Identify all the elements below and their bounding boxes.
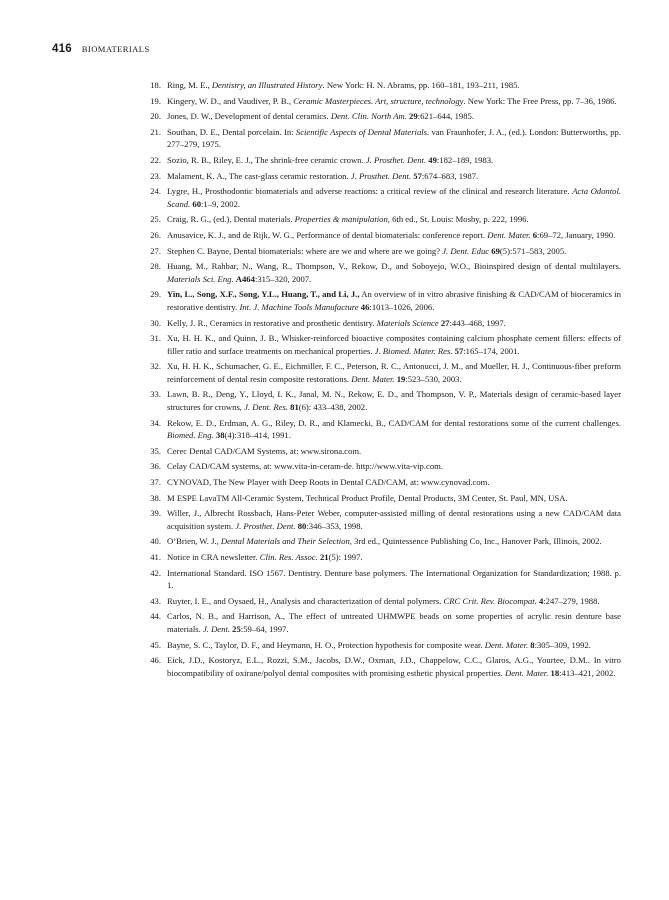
reference-source: Biomed. Eng. [167, 430, 214, 441]
reference-volume: 57 [413, 170, 422, 181]
reference-text: O’Brien, W. J., [167, 536, 221, 547]
reference-text: van Fraunhofer, J. A., (ed.). London: Butterworths, pp. 277–279, 1975. [167, 126, 621, 150]
reference-item [141, 417, 621, 442]
reference-item [141, 507, 621, 532]
reference-number: 32 . [141, 360, 161, 373]
reference-text: Lygre, H., Prosthodontic biomaterials and adverse reactions: a critical review of the clinical and research literature. [167, 186, 573, 197]
reference-item [141, 535, 621, 548]
reference-text: Willer, J., Albrecht Rossbach, Hans-Peter Weber, computer-assisted milling of dental restorations using a new CAD/CAM data acquisition system. [167, 508, 621, 531]
reference-item [141, 213, 621, 226]
reference-source: Dentistry, an Illustrated History [211, 80, 323, 90]
reference-item [141, 460, 621, 473]
reference-source: J. Prosthet. Dent. [350, 170, 412, 181]
reference-number: 26 . [141, 229, 161, 242]
reference-number: 20 . [141, 110, 161, 123]
reference-text: :59–64, 1997. [240, 623, 289, 634]
reference-text: Southan, D. E., Dental porcelain. In: [167, 126, 296, 137]
reference-number: 44 . [141, 610, 161, 623]
reference-text: :443–468, 1997. [449, 317, 506, 328]
reference-text: Xu, H. H. K., and Quinn, J. B., Whisker-reinforced bioactive composites containing calcium phosphate cement fillers: effects of filler ratio and surface treatments on mechanical properties. [167, 333, 621, 356]
reference-source: Properties & manipulation, [294, 214, 390, 225]
reference-text: Celay CAD/CAM systems, at: www.vita-in-ceram-de. http://www.vita-vip.com. [167, 461, 444, 472]
reference-item [141, 245, 621, 258]
reference-item [141, 388, 621, 413]
reference-number: 37 . [141, 476, 161, 489]
reference-volume: 80 [297, 520, 307, 531]
reference-item [141, 476, 621, 489]
reference-text: Eick, J.D., Kostoryz, E.L., Rozzi, S.M., Jacobs, D.W., Oxman, J.D., Chappelow, C.C., Glaros, A.G., Yourtee, D.M.. In vitro biocompatibility of oxirane/polyol dental composites with promising esthetic physical properties. [167, 655, 621, 678]
reference-text: :69–72, January, 1990. [537, 229, 616, 240]
reference-source: Dent. Mater. [351, 373, 395, 384]
reference-item [141, 639, 621, 652]
reference-text: :315–320, 2007. [254, 273, 312, 284]
reference-number: 19 . [141, 95, 161, 108]
reference-text: Rekow, E. D., Erdman, A. G., Riley, D. R., and Klamecki, B., CAD/CAM for dental restorations some of the current challenges. [167, 417, 621, 428]
reference-text: (5): 1997. [328, 552, 363, 562]
reference-volume: Yin, L., Song, X.F., Song, Y.L., Huang, T., and Li, J., [167, 289, 360, 300]
reference-item [141, 317, 621, 330]
reference-text: , 3rd ed., Quintessence Publishing Co, Inc., Hanover Park, Illinois, 2002. [349, 536, 602, 547]
reference-number: 36 . [141, 460, 161, 473]
reference-number: 45 . [141, 639, 161, 652]
reference-volume: 60 [192, 198, 202, 209]
reference-text: :305–309, 1992. [534, 639, 591, 650]
reference-item [141, 288, 621, 313]
reference-item [141, 332, 621, 357]
reference-text: Notice in CRA newsletter. [167, 552, 260, 562]
reference-number: 46 . [141, 654, 161, 667]
reference-source: Dent. Clin. North Am. [330, 111, 407, 122]
reference-text: :346–353, 1998. [306, 520, 363, 531]
reference-item [141, 654, 621, 679]
reference-volume: 38 [215, 430, 225, 441]
page-number: 416 [52, 43, 72, 55]
reference-text: :247–279, 1988. [543, 595, 600, 606]
reference-item [141, 229, 621, 242]
reference-text: International Standard. ISO 1567. Dentistry. Denture base polymers. The International Organization for Standardization; 1988. p. 1. [167, 567, 621, 591]
reference-item [141, 360, 621, 385]
reference-number: 34 . [141, 417, 161, 430]
reference-source: J. Biomed. Mater. Res. [374, 345, 453, 356]
reference-item [141, 445, 621, 458]
reference-volume: 19 [396, 373, 406, 384]
reference-volume: A464 [235, 273, 255, 284]
reference-number: 35 . [141, 445, 161, 458]
reference-item [141, 260, 621, 285]
reference-number: 18 . [141, 79, 161, 92]
reference-source: Materials Sci. Eng. [167, 273, 234, 284]
reference-text: :165–174, 2001. [463, 345, 520, 356]
reference-text: Kelly, J. R., Ceramics in restorative and prosthetic dentistry. [167, 317, 377, 328]
reference-list [141, 79, 621, 682]
reference-item [141, 110, 621, 123]
reference-source: J. Prosthet. Dent. [365, 154, 427, 165]
reference-volume: 21 [319, 552, 329, 562]
page-header [52, 43, 150, 57]
reference-text: :1013–1026, 2006. [369, 301, 435, 312]
reference-text: CYNOVAD, The New Player with Deep Roots in Dental CAD/CAM, at: www.cynovad.com. [167, 477, 490, 488]
reference-source: Clin. Res. Assoc. [259, 552, 318, 562]
reference-number: 41 . [141, 551, 161, 564]
reference-source: J. Prosthet. Dent. [235, 520, 296, 531]
reference-number: 38 . [141, 492, 161, 505]
reference-source: Int. J. Machine Tools Manufacture [239, 301, 359, 312]
reference-text: :621–644, 1985. [417, 111, 474, 122]
reference-text: :523–530, 2003. [405, 373, 462, 384]
reference-text: . New York: The Free Press, pp. 7–36, 1986. [463, 95, 617, 106]
reference-source: J. Dent. [202, 623, 231, 634]
reference-volume: 8 [530, 639, 535, 650]
reference-number: 43 . [141, 595, 161, 608]
reference-text: (4):318–414, 1991. [224, 430, 291, 441]
reference-item [141, 610, 621, 635]
reference-number: 28 . [141, 260, 161, 273]
reference-source: Dent. Mater. [487, 229, 531, 240]
reference-text: :413–421, 2002. [559, 667, 616, 678]
reference-number: 21 . [141, 126, 161, 139]
reference-text: :1–9, 2002. [201, 198, 241, 209]
reference-text: Anusavice, K. J., and de Rijk, W. G., Performance of dental biomaterials: conference report. [167, 229, 488, 240]
reference-source: CRC Crit. Rev. Biocompat. [443, 595, 537, 606]
reference-text: Xu, H. H. K., Schumacher, G. E., Eichmiller, F. C., Peterson, R. C., Antonucci, J. M., and Mueller, H. J., Continuous-fiber preform reinforcement of dental resin composite restorations. [167, 361, 621, 384]
reference-number: 23 . [141, 170, 161, 183]
reference-item [141, 595, 621, 608]
reference-text: M ESPE LavaTM All-Ceramic System, Technical Product Profile, Dental Products, 3M Center, St. Paul, MN, USA. [167, 492, 568, 503]
reference-item [141, 154, 621, 167]
reference-item [141, 79, 621, 92]
reference-text: An overview of in vitro abrasive finishing & CAD/CAM of bioceramics in restorative dentistry. [167, 289, 621, 312]
reference-text: . New York: H. N. Abrams, pp. 160–181, 193–211, 1985. [322, 80, 520, 90]
reference-number: 33 . [141, 388, 161, 401]
reference-number: 31 . [141, 332, 161, 345]
reference-text: Bayne, S. C., Taylor, D. F., and Heymann, H. O., Protection hypothesis for composite wear. [167, 639, 485, 650]
reference-number: 29 . [141, 288, 161, 301]
reference-item [141, 492, 621, 505]
reference-text: Ruyter, I. E., and Oysaed, H., Analysis and characterization of dental polymers. [167, 595, 444, 606]
reference-source: Acta Odontol. Scand. [167, 186, 621, 209]
reference-source: Ceramic Masterpieces. Art, structure, technology [293, 95, 464, 106]
reference-text: Craig, R. G., (ed.), Dental materials. [167, 214, 295, 225]
reference-volume: 57 [454, 345, 464, 356]
reference-source: Materials Science [376, 317, 439, 328]
reference-number: 30 . [141, 317, 161, 330]
reference-item [141, 567, 621, 592]
reference-item [141, 95, 621, 108]
reference-source: Dent. Mater. [505, 667, 549, 678]
reference-item [141, 170, 621, 183]
reference-text: Carlos, N. B., and Harrison, A., The effect of untreated UHMWPE beads on some properties of acrylic resin denture base materials. [167, 611, 621, 634]
reference-volume: 4 [538, 595, 544, 606]
reference-text: Stephen C. Bayne, Dental biomaterials: where are we and where are we going? [167, 245, 443, 256]
reference-text: Malament, K. A., The cast-glass ceramic restoration. [167, 170, 351, 181]
reference-volume: 25 [232, 623, 241, 634]
reference-volume: 27 [440, 317, 450, 328]
reference-volume: 46 [360, 301, 370, 312]
reference-number: 39 . [141, 507, 161, 520]
reference-text: Cerec Dental CAD/CAM Systems, at: www.sirona.com. [167, 445, 362, 456]
reference-text: Lawn, B. R., Deng, Y., Lloyd, I. K., Janal, M. N., Rekow, E. D., and Thompson, V. P., Materials design of ceramic-based layer structures for crowns, [167, 389, 621, 413]
reference-text: Jones, D. W., Development of dental ceramics. [167, 111, 331, 122]
reference-text: Ring, M. E., [167, 80, 212, 90]
reference-volume: 29 [409, 111, 418, 122]
reference-source: Scientific Aspects of Dental Materials. [295, 126, 430, 137]
reference-volume: 49 [428, 154, 437, 165]
reference-text: Kingery, W. D., and Vaudiver, P. B., [167, 95, 294, 106]
reference-number: 27 . [141, 245, 161, 258]
reference-item [141, 126, 621, 151]
reference-volume: 6 [532, 229, 538, 240]
reference-text: (5):571–583, 2005. [499, 245, 567, 256]
reference-source: J. Dent. Res. [244, 402, 288, 413]
reference-text: :674–683, 1987. [421, 170, 479, 181]
reference-volume: 69 [491, 245, 500, 256]
reference-source: Dent. Mater. [484, 639, 529, 650]
reference-item [141, 185, 621, 210]
reference-volume: 81 [290, 402, 299, 413]
reference-text: 6th ed., St. Louis: Mosby, p. 222, 1996. [389, 214, 529, 225]
reference-number: 25 . [141, 213, 161, 226]
reference-source: J. Dent. Educ [442, 245, 490, 256]
reference-source: Dental Materials and Their Selection [220, 536, 350, 547]
reference-number: 40 . [141, 535, 161, 548]
reference-number: 42 . [141, 567, 161, 580]
reference-text: (6): 433–438, 2002. [298, 402, 368, 413]
reference-text: Huang, M., Rahbar, N., Wang, R., Thompson, V., Rekow, D., and Soboyejo, W.O., Bioinspired design of dental multilayers. [167, 261, 621, 272]
reference-volume: 18 [550, 667, 560, 678]
reference-text: Sozio, R. B., Riley, E. J., The shrink-free ceramic crown. [167, 154, 366, 165]
running-head: BIOMATERIALS [81, 44, 150, 54]
reference-number: 24 . [141, 185, 161, 198]
reference-number: 22 . [141, 154, 161, 167]
reference-text: :182–189, 1983. [436, 154, 494, 165]
reference-item [141, 551, 621, 564]
